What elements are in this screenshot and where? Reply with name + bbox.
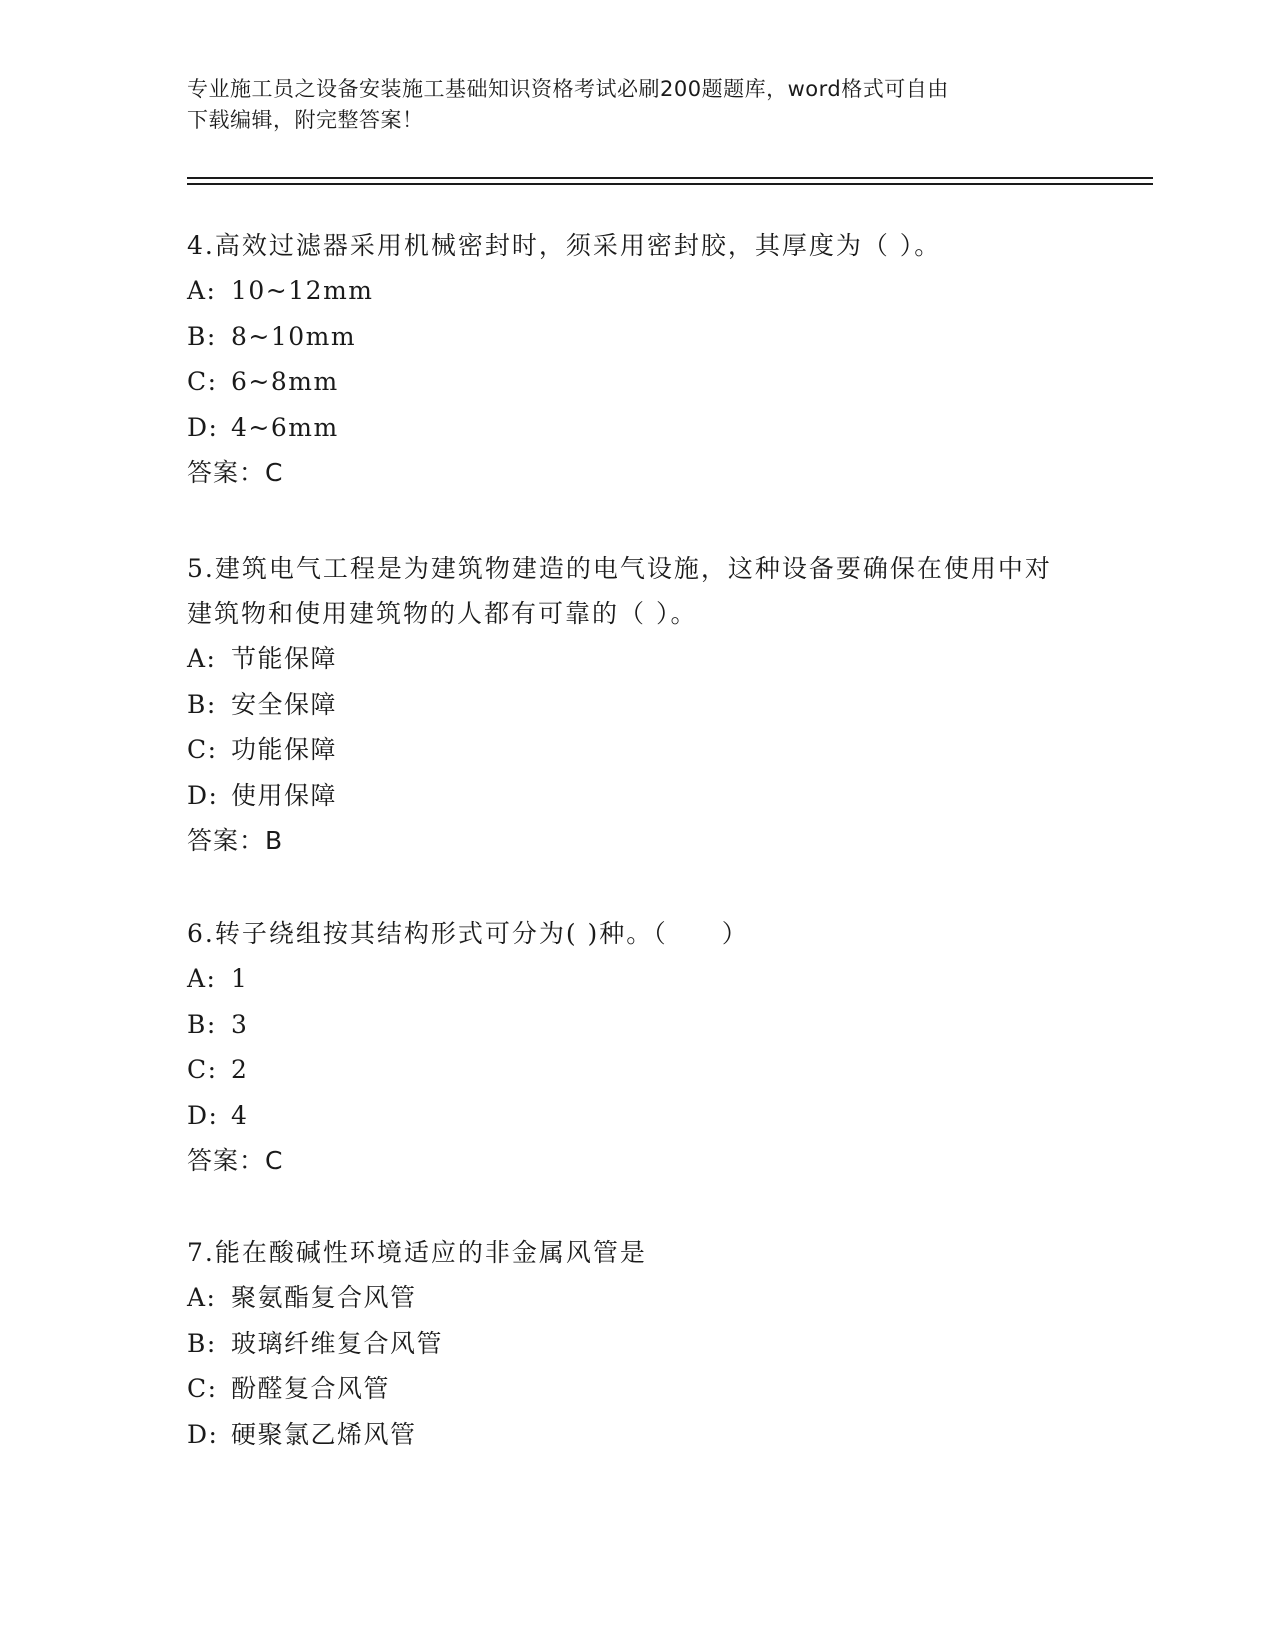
header-divider-bottom <box>187 183 1153 185</box>
question-6 <box>187 911 1087 1184</box>
question-4 <box>187 223 1087 496</box>
option-label: C: <box>187 367 218 396</box>
option-d <box>187 405 1087 451</box>
option-value: 功能保障 <box>231 735 338 764</box>
option-b <box>187 1321 1087 1367</box>
option-b <box>187 1002 1087 1048</box>
answer: 答案：C <box>187 1146 284 1175</box>
option-a <box>187 268 1087 314</box>
option-value: 玻璃纤维复合风管 <box>231 1328 444 1358</box>
option-value: 安全保障 <box>231 689 338 719</box>
option-value: 聚氨酯复合风管 <box>231 1283 417 1312</box>
question-text: 7.能在酸碱性环境适应的非金属风管是 <box>187 1238 647 1267</box>
question-5 <box>187 546 1087 864</box>
header-line-2: 下载编辑，附完整答案！ <box>187 108 424 132</box>
question-text: 6.转子绕组按其结构形式可分为( )种。（ ） <box>187 919 749 948</box>
option-value: 10~12mm <box>231 276 374 305</box>
option-value: 3 <box>231 1009 249 1039</box>
option-label: B: <box>187 689 217 719</box>
question-text: 4.高效过滤器采用机械密封时，须采用密封胶，其厚度为（ ）。 <box>187 231 942 260</box>
option-value: 8~10mm <box>231 321 357 351</box>
option-d <box>187 773 1087 819</box>
option-value: 节能保障 <box>231 644 338 673</box>
option-value: 1 <box>231 964 249 993</box>
option-value: 4~6mm <box>231 412 339 442</box>
option-label: B: <box>187 321 217 351</box>
header-line-1: 专业施工员之设备安装施工基础知识资格考试必刷200题题库，word格式可自由 <box>187 77 949 101</box>
option-c <box>187 727 1087 773</box>
option-label: C: <box>187 1374 218 1403</box>
option-value: 6~8mm <box>231 367 339 396</box>
option-b <box>187 314 1087 360</box>
option-label: A: <box>187 644 217 673</box>
header-divider-top <box>187 177 1153 179</box>
option-label: A: <box>187 964 217 993</box>
option-label: A: <box>187 1283 217 1312</box>
option-value: 硬聚氯乙烯风管 <box>231 1419 417 1449</box>
answer: 答案：C <box>187 458 284 487</box>
option-value: 酚醛复合风管 <box>231 1374 391 1403</box>
option-value: 4 <box>231 1100 249 1130</box>
option-c <box>187 359 1087 405</box>
question-7 <box>187 1230 1087 1457</box>
option-c <box>187 1047 1087 1093</box>
option-label: B: <box>187 1009 217 1039</box>
option-c <box>187 1366 1087 1412</box>
document-header <box>187 74 1087 136</box>
option-label: D: <box>187 1419 219 1449</box>
option-a <box>187 956 1087 1002</box>
question-text: 5.建筑电气工程是为建筑物建造的电气设施，这种设备要确保在使用中对建筑物和使用建筑物的人都有可靠的（ ）。 <box>187 554 1052 628</box>
option-a <box>187 1275 1087 1321</box>
option-label: C: <box>187 1055 218 1084</box>
option-label: D: <box>187 780 219 810</box>
option-value: 使用保障 <box>231 780 338 810</box>
answer: 答案：B <box>187 826 284 855</box>
option-label: D: <box>187 1100 219 1130</box>
option-d <box>187 1412 1087 1458</box>
option-label: D: <box>187 412 219 442</box>
option-value: 2 <box>231 1055 249 1084</box>
option-label: A: <box>187 276 217 305</box>
option-label: C: <box>187 735 218 764</box>
option-d <box>187 1093 1087 1139</box>
option-a <box>187 636 1087 682</box>
option-b <box>187 682 1087 728</box>
option-label: B: <box>187 1328 217 1358</box>
